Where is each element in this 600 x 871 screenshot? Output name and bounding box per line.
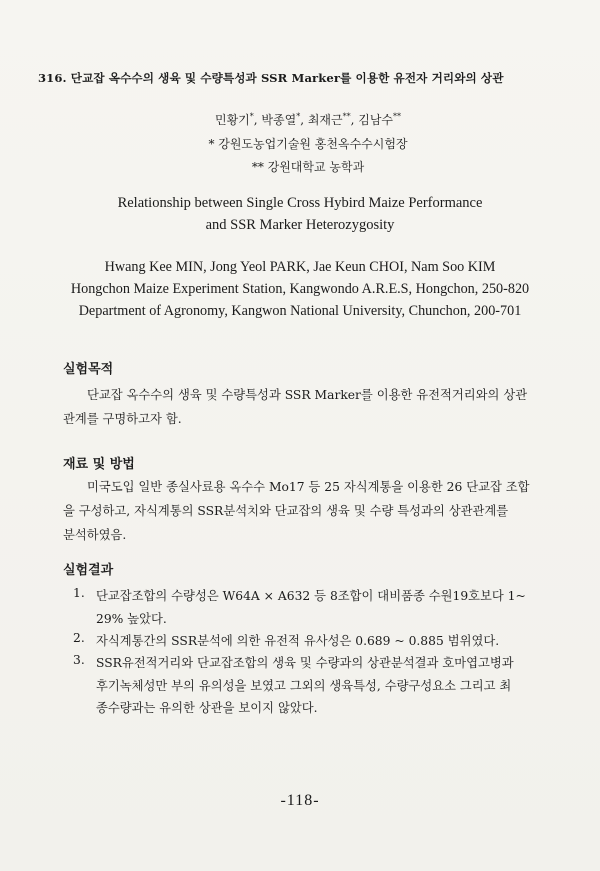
english-title-line-1: Relationship between Single Cross Hybird Maize Performance (117, 195, 483, 211)
purpose-text-line: 관계를 구명하고자 함. (63, 412, 182, 426)
authors-korean: 민황기*, 박종열*, 최재근**, 김남수** (215, 112, 401, 127)
affiliation-korean-2: ** 강원대학교 농학과 (251, 160, 365, 174)
section-heading-results: 실험결과 (63, 563, 114, 578)
result-item-text: 단교잡조합의 수량성은 W64A × A632 등 8조합이 대비품종 수원19호보다 1~ (96, 589, 526, 603)
page-number: -118- (280, 792, 320, 809)
affiliation-korean-1: * 강원도농업기술원 홍천옥수수시험장 (208, 137, 408, 151)
paper-title: 316. 단교잡 옥수수의 생육 및 수량특성과 SSR Marker를 이용한 유전자 거리와의 상관 (38, 71, 504, 85)
result-item-text: 후기녹체성만 부의 유의성을 보였고 그외의 생육특성, 수량구성요소 그리고 최 (96, 679, 512, 693)
affiliation-english-1: Hongchon Maize Experiment Station, Kangwondo A.R.E.S, Hongchon, 250-820 (70, 281, 530, 297)
methods-text-line: 미국도입 일반 종실사료용 옥수수 Mo17 등 25 자식계통을 이용한 26 단교잡 조합 (87, 480, 530, 494)
result-item-text: 종수량과는 유의한 상관을 보이지 않았다. (96, 701, 318, 715)
section-heading-purpose: 실험목적 (63, 362, 114, 377)
result-item-number: 3. (73, 653, 85, 667)
methods-text-line: 분석하였음. (63, 528, 127, 542)
result-item-text: 자식계통간의 SSR분석에 의한 유전적 유사성은 0.689 ~ 0.885 범위였다. (96, 634, 500, 648)
result-item-number: 2. (73, 631, 85, 645)
purpose-text-line: 단교잡 옥수수의 생육 및 수량특성과 SSR Marker를 이용한 유전적거리와의 상관 (87, 388, 528, 402)
result-item-text: SSR유전적거리와 단교잡조합의 생육 및 수량과의 상관분석결과 호마엽고병과 (96, 656, 514, 670)
section-heading-methods: 재료 및 방법 (63, 457, 135, 472)
result-item-text: 29% 높았다. (96, 612, 167, 626)
authors-english: Hwang Kee MIN, Jong Yeol PARK, Jae Keun CHOI, Nam Soo KIM (104, 259, 496, 275)
english-title-line-2: and SSR Marker Heterozygosity (205, 217, 395, 233)
result-item-number: 1. (73, 586, 85, 600)
affiliation-english-2: Department of Agronomy, Kangwon National University, Chunchon, 200-701 (78, 303, 522, 319)
methods-text-line: 을 구성하고, 자식계통의 SSR분석치와 단교잡의 생육 및 수량 특성과의 상관관계를 (63, 504, 509, 518)
